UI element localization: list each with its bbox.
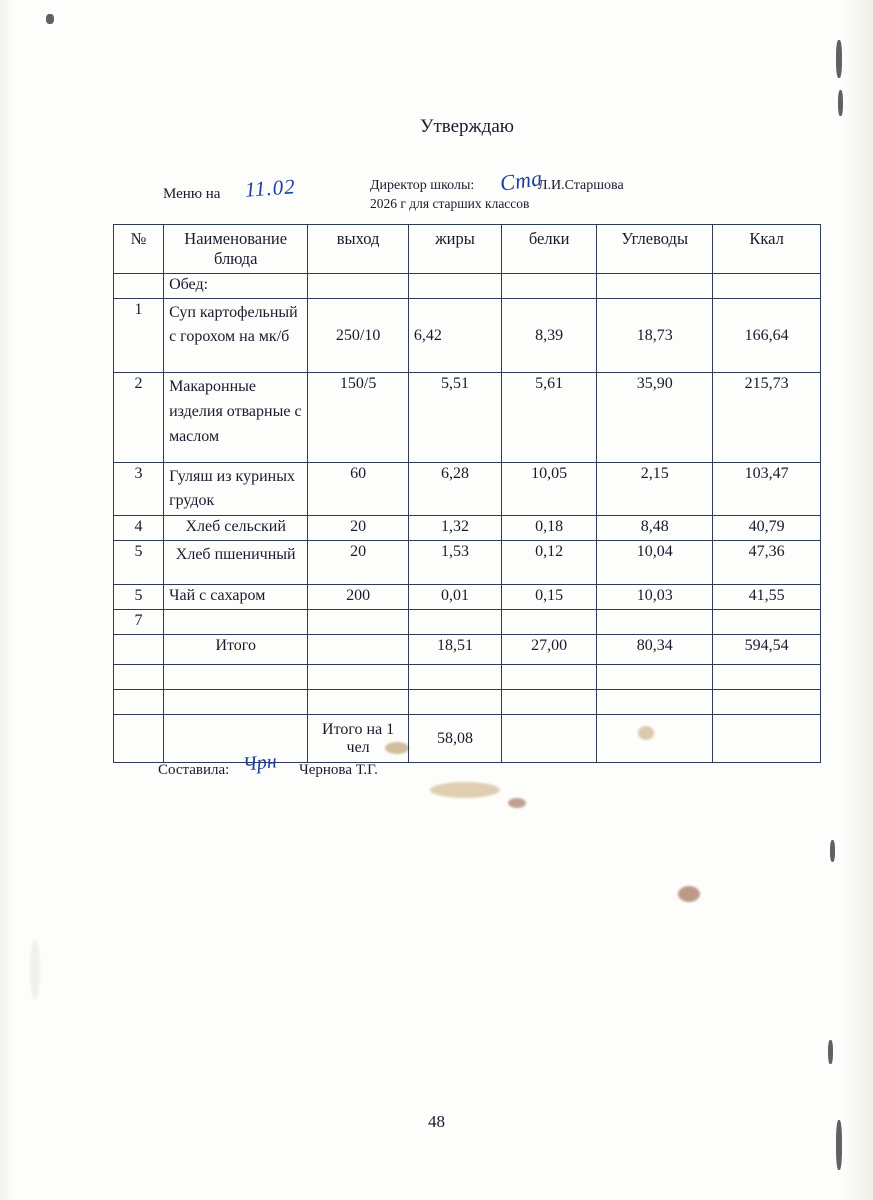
total-output	[308, 635, 409, 665]
row-num: 7	[114, 610, 164, 635]
row-output	[308, 610, 409, 635]
row-num: 5	[114, 585, 164, 610]
row-kcal: 215,73	[713, 373, 821, 463]
section-label: Обед:	[164, 274, 308, 299]
empty-cell	[114, 665, 164, 690]
director-name: Л.И.Старшова	[538, 178, 624, 193]
header-name-line1: Наименование	[184, 229, 288, 248]
table-row	[114, 516, 821, 541]
table-row	[114, 610, 821, 635]
row-carbs: 10,04	[597, 541, 713, 585]
empty-cell	[164, 665, 308, 690]
section-row	[114, 274, 821, 299]
header-carbs: Углеводы	[597, 225, 713, 274]
empty-cell	[502, 690, 597, 715]
row-output: 150/5	[308, 373, 409, 463]
header-num: №	[114, 225, 164, 274]
per-person-blank	[713, 715, 821, 763]
row-kcal: 47,36	[713, 541, 821, 585]
section-num	[114, 274, 164, 299]
row-kcal: 40,79	[713, 516, 821, 541]
header-name	[164, 225, 308, 274]
director-subline: 2026 г для старших классов	[370, 196, 530, 211]
row-proteins: 8,39	[502, 299, 597, 373]
empty-cell	[502, 665, 597, 690]
empty-cell	[308, 665, 409, 690]
table-row	[114, 373, 821, 463]
section-proteins	[502, 274, 597, 299]
row-kcal: 166,64	[713, 299, 821, 373]
empty-cell	[408, 665, 501, 690]
per-person-label-line1: Итого на 1	[322, 720, 395, 738]
empty-cell	[164, 690, 308, 715]
row-proteins: 0,12	[502, 541, 597, 585]
empty-cell	[114, 690, 164, 715]
director-signature: Ста	[498, 165, 544, 196]
per-person-label	[308, 715, 409, 763]
row-proteins: 5,61	[502, 373, 597, 463]
row-kcal: 41,55	[713, 585, 821, 610]
total-proteins: 27,00	[502, 635, 597, 665]
header-kcal: Ккал	[713, 225, 821, 274]
row-fats	[408, 610, 501, 635]
row-num: 3	[114, 463, 164, 516]
row-name: Хлеб пшеничный	[164, 541, 308, 585]
empty-cell	[713, 690, 821, 715]
row-carbs	[597, 610, 713, 635]
compiled-signature: Чрн	[241, 750, 278, 776]
table-row	[114, 585, 821, 610]
row-kcal: 103,47	[713, 463, 821, 516]
section-fats	[408, 274, 501, 299]
row-carbs: 2,15	[597, 463, 713, 516]
per-person-blank	[502, 715, 597, 763]
menu-date-handwritten: 11.02	[244, 174, 297, 202]
row-carbs: 8,48	[597, 516, 713, 541]
section-carbs	[597, 274, 713, 299]
empty-cell	[597, 665, 713, 690]
row-fats: 0,01	[408, 585, 501, 610]
row-name	[164, 610, 308, 635]
row-num: 2	[114, 373, 164, 463]
row-proteins	[502, 610, 597, 635]
row-fats: 6,28	[408, 463, 501, 516]
per-person-label-line2: чел	[346, 738, 370, 756]
per-person-blank	[597, 715, 713, 763]
row-name: Хлеб сельский	[164, 516, 308, 541]
row-output: 60	[308, 463, 409, 516]
row-name: Макаронные изделия отварные с маслом	[164, 373, 308, 463]
row-carbs: 10,03	[597, 585, 713, 610]
empty-cell	[408, 690, 501, 715]
menu-date-label: Меню на	[163, 186, 221, 202]
per-person-blank	[164, 715, 308, 763]
table-header-row	[114, 225, 821, 274]
row-name: Чай с сахаром	[164, 585, 308, 610]
row-proteins: 0,15	[502, 585, 597, 610]
row-proteins: 0,18	[502, 516, 597, 541]
approve-heading: Утверждаю	[420, 116, 514, 137]
row-fats: 1,53	[408, 541, 501, 585]
empty-cell	[308, 690, 409, 715]
table-row	[114, 299, 821, 373]
header-name-line2: блюда	[213, 249, 258, 268]
total-label: Итого	[164, 635, 308, 665]
row-carbs: 35,90	[597, 373, 713, 463]
header-proteins: белки	[502, 225, 597, 274]
row-num: 1	[114, 299, 164, 373]
row-fats: 1,32	[408, 516, 501, 541]
table-row	[114, 463, 821, 516]
page-number: 48	[428, 1112, 445, 1131]
row-output: 200	[308, 585, 409, 610]
total-num	[114, 635, 164, 665]
compiled-name: Чернова Т.Г.	[299, 762, 378, 778]
row-output: 20	[308, 541, 409, 585]
table-row	[114, 541, 821, 585]
per-person-num	[114, 715, 164, 763]
header-output: выход	[308, 225, 409, 274]
empty-row	[114, 665, 821, 690]
empty-cell	[713, 665, 821, 690]
menu-table	[113, 224, 821, 763]
row-output: 20	[308, 516, 409, 541]
director-label: Директор школы:	[370, 178, 475, 193]
per-person-row	[114, 715, 821, 763]
total-kcal: 594,54	[713, 635, 821, 665]
total-fats: 18,51	[408, 635, 501, 665]
row-fats: 5,51	[408, 373, 501, 463]
row-carbs: 18,73	[597, 299, 713, 373]
row-name: Суп картофельный с горохом на мк/б	[164, 299, 308, 373]
empty-row	[114, 690, 821, 715]
row-proteins: 10,05	[502, 463, 597, 516]
compiled-label: Составила:	[158, 762, 230, 778]
row-name: Гуляш из куриных грудок	[164, 463, 308, 516]
row-kcal	[713, 610, 821, 635]
row-num: 5	[114, 541, 164, 585]
section-output	[308, 274, 409, 299]
section-kcal	[713, 274, 821, 299]
total-carbs: 80,34	[597, 635, 713, 665]
row-output: 250/10	[308, 299, 409, 373]
total-row	[114, 635, 821, 665]
header-fats: жиры	[408, 225, 501, 274]
empty-cell	[597, 690, 713, 715]
row-fats: 6,42	[408, 299, 501, 373]
per-person-value: 58,08	[408, 715, 501, 763]
row-num: 4	[114, 516, 164, 541]
